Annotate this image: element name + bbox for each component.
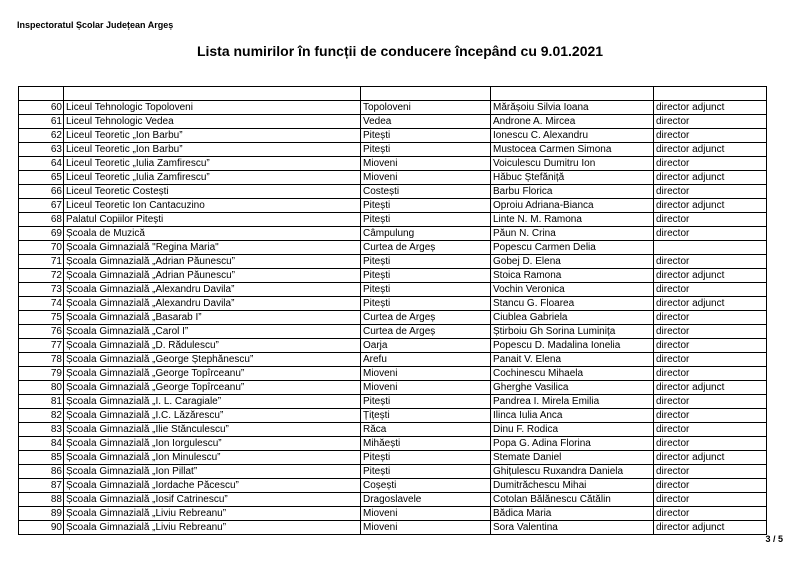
person-name-cell: Popescu D. Madalina Ionelia <box>491 339 654 353</box>
school-name-cell: Școala de Muzică <box>64 227 361 241</box>
position-cell: director <box>654 507 767 521</box>
position-cell: director <box>654 157 767 171</box>
person-name-cell: Panait V. Elena <box>491 353 654 367</box>
locality-cell: Dragoslavele <box>361 493 491 507</box>
table-row <box>19 171 767 185</box>
table-row <box>19 381 767 395</box>
position-cell: director <box>654 185 767 199</box>
row-number-cell: 77 <box>19 339 64 353</box>
row-number-cell: 74 <box>19 297 64 311</box>
position-cell: director adjunct <box>654 269 767 283</box>
school-name-cell: Școala Gimnazială „Liviu Rebreanu” <box>64 521 361 535</box>
person-name-cell: Cochinescu Mihaela <box>491 367 654 381</box>
person-name-cell: Pandrea I. Mirela Emilia <box>491 395 654 409</box>
locality-cell: Mioveni <box>361 521 491 535</box>
locality-cell: Pitești <box>361 465 491 479</box>
locality-cell: Curtea de Argeș <box>361 325 491 339</box>
school-name-cell: Școala Gimnazială „Liviu Rebreanu” <box>64 507 361 521</box>
row-number-cell: 84 <box>19 437 64 451</box>
position-cell: director <box>654 423 767 437</box>
school-name-cell: Liceul Teoretic „Ion Barbu” <box>64 129 361 143</box>
position-cell <box>654 241 767 255</box>
school-name-cell: Școala Gimnazială „Iordache Păcescu” <box>64 479 361 493</box>
row-number-cell: 61 <box>19 115 64 129</box>
person-name-cell: Mărășoiu Silvia Ioana <box>491 101 654 115</box>
person-name-cell: Cotolan Bălănescu Cătălin <box>491 493 654 507</box>
person-name-cell: Barbu Florica <box>491 185 654 199</box>
position-cell: director <box>654 395 767 409</box>
row-number-cell: 87 <box>19 479 64 493</box>
table-row <box>19 157 767 171</box>
table-row <box>19 255 767 269</box>
row-number-cell: 80 <box>19 381 64 395</box>
appointments-table <box>18 86 767 535</box>
position-cell: director <box>654 129 767 143</box>
row-number-cell: 72 <box>19 269 64 283</box>
locality-cell: Mioveni <box>361 171 491 185</box>
school-name-cell: Școala Gimnazială „D. Rădulescu” <box>64 339 361 353</box>
school-name-cell: Școala Gimnazială „Alexandru Davila” <box>64 283 361 297</box>
position-cell: director <box>654 353 767 367</box>
school-name-cell: Școala Gimnazială „I.C. Lăzărescu” <box>64 409 361 423</box>
page-number: 3 / 5 <box>765 534 783 544</box>
table-row <box>19 143 767 157</box>
row-number-cell: 68 <box>19 213 64 227</box>
position-cell: director <box>654 213 767 227</box>
position-cell: director <box>654 255 767 269</box>
locality-cell: Coșești <box>361 479 491 493</box>
locality-cell: Vedea <box>361 115 491 129</box>
school-name-cell: Școala Gimnazială „Basarab I” <box>64 311 361 325</box>
school-name-cell: Școala Gimnazială „Adrian Păunescu” <box>64 255 361 269</box>
person-name-cell: Stemate Daniel <box>491 451 654 465</box>
position-cell: director <box>654 367 767 381</box>
table-row <box>19 283 767 297</box>
table-row <box>19 227 767 241</box>
table-row <box>19 185 767 199</box>
locality-cell: Curtea de Argeș <box>361 311 491 325</box>
person-name-cell: Oproiu Adriana-Bianca <box>491 199 654 213</box>
row-number-cell: 86 <box>19 465 64 479</box>
school-name-cell: Școala Gimnazială „Ilie Stănculescu” <box>64 423 361 437</box>
row-number-cell: 71 <box>19 255 64 269</box>
table-row <box>19 297 767 311</box>
locality-cell: Pitești <box>361 283 491 297</box>
school-name-cell: Liceul Teoretic Ion Cantacuzino <box>64 199 361 213</box>
table-header-row-blank <box>19 87 767 101</box>
position-cell: director adjunct <box>654 171 767 185</box>
locality-cell: Mioveni <box>361 507 491 521</box>
person-name-cell: Gobej D. Elena <box>491 255 654 269</box>
position-cell: director <box>654 115 767 129</box>
locality-cell: Mihăești <box>361 437 491 451</box>
position-cell: director adjunct <box>654 199 767 213</box>
row-number-cell: 81 <box>19 395 64 409</box>
table-row <box>19 521 767 535</box>
locality-cell: Mioveni <box>361 381 491 395</box>
position-cell: director <box>654 227 767 241</box>
row-number-cell: 76 <box>19 325 64 339</box>
person-name-cell: Mustocea Carmen Simona <box>491 143 654 157</box>
person-name-cell: Hăbuc Ștefăniță <box>491 171 654 185</box>
position-cell: director <box>654 465 767 479</box>
position-cell: director <box>654 283 767 297</box>
table-row <box>19 437 767 451</box>
table-row <box>19 479 767 493</box>
row-number-cell: 85 <box>19 451 64 465</box>
person-name-cell: Stancu G. Floarea <box>491 297 654 311</box>
person-name-cell: Linte N. M. Ramona <box>491 213 654 227</box>
table-row <box>19 409 767 423</box>
row-number-cell: 62 <box>19 129 64 143</box>
person-name-cell: Sora Valentina <box>491 521 654 535</box>
locality-cell: Pitești <box>361 255 491 269</box>
row-number-cell: 78 <box>19 353 64 367</box>
school-name-cell: Școala Gimnazială „Ion Iorgulescu” <box>64 437 361 451</box>
school-name-cell: Școala Gimnazială „George Ștephănescu” <box>64 353 361 367</box>
locality-cell: Mioveni <box>361 157 491 171</box>
table-cell <box>491 87 654 101</box>
table-cell <box>19 87 64 101</box>
table-row <box>19 451 767 465</box>
person-name-cell: Popescu Carmen Delia <box>491 241 654 255</box>
row-number-cell: 65 <box>19 171 64 185</box>
table-row <box>19 213 767 227</box>
locality-cell: Pitești <box>361 451 491 465</box>
table-row <box>19 395 767 409</box>
locality-cell: Arefu <box>361 353 491 367</box>
school-name-cell: Școala Gimnazială „Iosif Catrinescu” <box>64 493 361 507</box>
row-number-cell: 60 <box>19 101 64 115</box>
school-name-cell: Palatul Copiilor Pitești <box>64 213 361 227</box>
locality-cell: Costești <box>361 185 491 199</box>
row-number-cell: 67 <box>19 199 64 213</box>
person-name-cell: Voiculescu Dumitru Ion <box>491 157 654 171</box>
locality-cell: Răca <box>361 423 491 437</box>
table-row <box>19 493 767 507</box>
row-number-cell: 70 <box>19 241 64 255</box>
row-number-cell: 63 <box>19 143 64 157</box>
position-cell: director adjunct <box>654 521 767 535</box>
locality-cell: Pitești <box>361 395 491 409</box>
position-cell: director <box>654 409 767 423</box>
locality-cell: Pitești <box>361 199 491 213</box>
school-name-cell: Școala Gimnazială "Regina Maria" <box>64 241 361 255</box>
table-row <box>19 339 767 353</box>
row-number-cell: 73 <box>19 283 64 297</box>
row-number-cell: 75 <box>19 311 64 325</box>
locality-cell: Pitești <box>361 143 491 157</box>
school-name-cell: Școala Gimnazială „Adrian Păunescu” <box>64 269 361 283</box>
table-row <box>19 507 767 521</box>
position-cell: director adjunct <box>654 143 767 157</box>
row-number-cell: 90 <box>19 521 64 535</box>
position-cell: director <box>654 325 767 339</box>
organization-header: Inspectoratul Școlar Județean Argeș <box>17 20 174 30</box>
person-name-cell: Popa G. Adina Florina <box>491 437 654 451</box>
school-name-cell: Școala Gimnazială „George Topîrceanu” <box>64 381 361 395</box>
document-title: Lista numirilor în funcții de conducere începând cu 9.01.2021 <box>196 43 604 59</box>
table-row <box>19 115 767 129</box>
school-name-cell: Școala Gimnazială „Alexandru Davila” <box>64 297 361 311</box>
person-name-cell: Ilinca Iulia Anca <box>491 409 654 423</box>
person-name-cell: Gherghe Vasilica <box>491 381 654 395</box>
person-name-cell: Vochin Veronica <box>491 283 654 297</box>
person-name-cell: Stoica Ramona <box>491 269 654 283</box>
locality-cell: Curtea de Argeș <box>361 241 491 255</box>
locality-cell: Pitești <box>361 129 491 143</box>
school-name-cell: Școala Gimnazială „Carol I” <box>64 325 361 339</box>
person-name-cell: Androne A. Mircea <box>491 115 654 129</box>
school-name-cell: Școala Gimnazială „George Topîrceanu” <box>64 367 361 381</box>
person-name-cell: Bădica Maria <box>491 507 654 521</box>
school-name-cell: Liceul Teoretic „Iulia Zamfirescu” <box>64 171 361 185</box>
table-row <box>19 269 767 283</box>
row-number-cell: 82 <box>19 409 64 423</box>
school-name-cell: Școala Gimnazială „I. L. Caragiale” <box>64 395 361 409</box>
row-number-cell: 89 <box>19 507 64 521</box>
table-row <box>19 367 767 381</box>
table-row <box>19 311 767 325</box>
locality-cell: Câmpulung <box>361 227 491 241</box>
position-cell: director <box>654 437 767 451</box>
position-cell: director adjunct <box>654 451 767 465</box>
person-name-cell: Ghițulescu Ruxandra Daniela <box>491 465 654 479</box>
table-cell <box>64 87 361 101</box>
position-cell: director <box>654 493 767 507</box>
person-name-cell: Dumitrăchescu Mihai <box>491 479 654 493</box>
row-number-cell: 79 <box>19 367 64 381</box>
locality-cell: Topoloveni <box>361 101 491 115</box>
row-number-cell: 69 <box>19 227 64 241</box>
locality-cell: Pitești <box>361 269 491 283</box>
school-name-cell: Liceul Teoretic „Ion Barbu” <box>64 143 361 157</box>
table-row <box>19 353 767 367</box>
school-name-cell: Școala Gimnazială „Ion Pillat” <box>64 465 361 479</box>
locality-cell: Pitești <box>361 213 491 227</box>
table-row <box>19 423 767 437</box>
person-name-cell: Știrboiu Gh Sorina Luminița <box>491 325 654 339</box>
locality-cell: Pitești <box>361 297 491 311</box>
locality-cell: Oarja <box>361 339 491 353</box>
position-cell: director <box>654 479 767 493</box>
school-name-cell: Liceul Tehnologic Topoloveni <box>64 101 361 115</box>
school-name-cell: Școala Gimnazială „Ion Minulescu” <box>64 451 361 465</box>
person-name-cell: Ciublea Gabriela <box>491 311 654 325</box>
person-name-cell: Păun N. Crina <box>491 227 654 241</box>
row-number-cell: 66 <box>19 185 64 199</box>
position-cell: director <box>654 311 767 325</box>
table-row <box>19 129 767 143</box>
person-name-cell: Ionescu C. Alexandru <box>491 129 654 143</box>
row-number-cell: 88 <box>19 493 64 507</box>
table-row <box>19 465 767 479</box>
row-number-cell: 83 <box>19 423 64 437</box>
school-name-cell: Liceul Teoretic Costești <box>64 185 361 199</box>
table-cell <box>361 87 491 101</box>
position-cell: director adjunct <box>654 101 767 115</box>
position-cell: director <box>654 339 767 353</box>
table-row <box>19 101 767 115</box>
position-cell: director adjunct <box>654 297 767 311</box>
person-name-cell: Dinu F. Rodica <box>491 423 654 437</box>
school-name-cell: Liceul Tehnologic Vedea <box>64 115 361 129</box>
locality-cell: Mioveni <box>361 367 491 381</box>
school-name-cell: Liceul Teoretic „Iulia Zamfirescu” <box>64 157 361 171</box>
locality-cell: Țițești <box>361 409 491 423</box>
table-row <box>19 241 767 255</box>
row-number-cell: 64 <box>19 157 64 171</box>
table-row <box>19 325 767 339</box>
table-cell <box>654 87 767 101</box>
position-cell: director adjunct <box>654 381 767 395</box>
table-row <box>19 199 767 213</box>
